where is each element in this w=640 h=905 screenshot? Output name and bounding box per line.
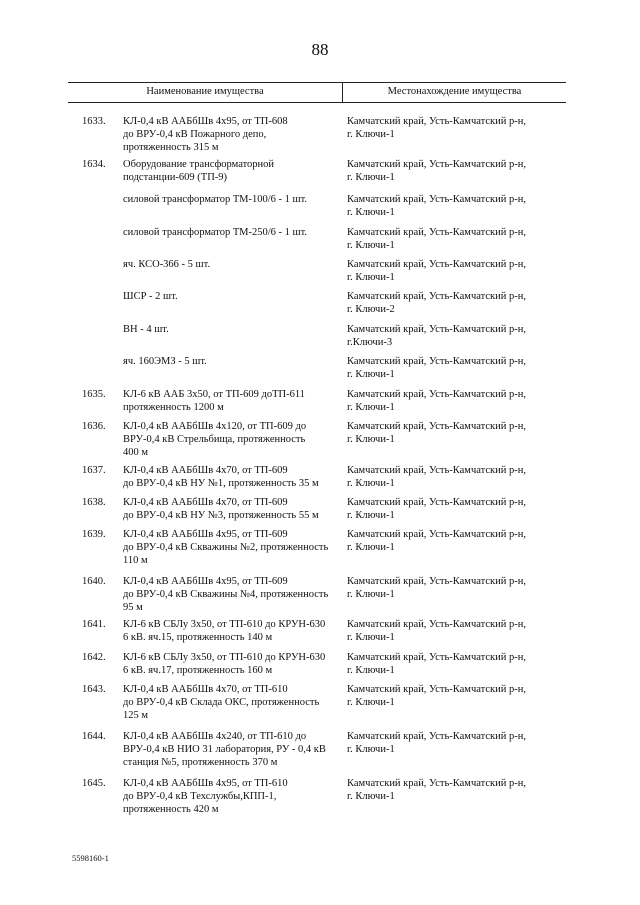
entry-description-line: КЛ-0,4 кВ ААБбШв 4х120, от ТП-609 до (123, 421, 307, 432)
entry-number: 1636. (82, 421, 106, 432)
entry-location-line: г. Ключи-1 (347, 510, 395, 521)
entry-description (123, 355, 343, 368)
entry-location-line: г. Ключи-1 (347, 172, 395, 183)
entry-location-line: г. Ключи-1 (347, 589, 395, 600)
entry-description-line: ВРУ-0,4 кВ НИО 31 лаборатория, РУ - 0,4 кВ (123, 744, 326, 755)
entry-location (347, 777, 569, 803)
entry-location-line: Камчатский край, Усть-Камчатский р-н, (347, 159, 526, 170)
entry-location-line: г. Ключи-1 (347, 697, 395, 708)
entry-location (347, 464, 569, 490)
entry-description-line: КЛ-6 кВ ААБ 3х50, от ТП-609 доТП-611 (123, 389, 305, 400)
entry-description-line: 110 м (123, 555, 148, 566)
entry-location (347, 618, 569, 644)
entry-location-line: Камчатский край, Усть-Камчатский р-н, (347, 465, 526, 476)
entry-number: 1637. (82, 465, 106, 476)
entry-description-line: протяженность 315 м (123, 142, 219, 153)
entry-location-line: г. Ключи-1 (347, 542, 395, 553)
entry-location-line: г. Ключи-1 (347, 207, 395, 218)
entry-location-line: Камчатский край, Усть-Камчатский р-н, (347, 116, 526, 127)
table-header-top-rule (68, 82, 566, 83)
entry-location-line: г. Ключи-2 (347, 304, 395, 315)
entry-location-line: г.Ключи-3 (347, 337, 393, 348)
entry-location (347, 258, 569, 284)
entry-number: 1639. (82, 529, 106, 540)
entry-description-line: 95 м (123, 602, 143, 613)
entry-location (347, 496, 569, 522)
entry-number: 1643. (82, 684, 106, 695)
entry-location-line: Камчатский край, Усть-Камчатский р-н, (347, 227, 526, 238)
entry-location-line: г. Ключи-1 (347, 665, 395, 676)
entry-location (347, 420, 569, 446)
entry-description (123, 618, 343, 644)
entry-location (347, 528, 569, 554)
entry-description-line: КЛ-6 кВ СБЛу 3х50, от ТП-610 до КРУН-630 (123, 619, 326, 630)
entry-description-line: КЛ-0,4 кВ ААБбШв 4х70, от ТП-609 (123, 497, 288, 508)
entry-description (123, 575, 343, 614)
entry-number: 1645. (82, 778, 106, 789)
entry-description (123, 683, 343, 722)
entry-location (347, 323, 569, 349)
entry-description-line: силовой трансформатор ТМ-100/6 - 1 шт. (123, 194, 308, 205)
entry-location-line: Камчатский край, Усть-Камчатский р-н, (347, 356, 526, 367)
entry-location-line: Камчатский край, Усть-Камчатский р-н, (347, 529, 526, 540)
table-header-bottom-rule (68, 102, 566, 103)
entry-description-line: ВРУ-0,4 кВ Стрельбища, протяженность (123, 434, 306, 445)
entry-location (347, 355, 569, 381)
entry-location-line: г. Ключи-1 (347, 129, 395, 140)
entry-number: 1644. (82, 731, 106, 742)
entry-location-line: г. Ключи-1 (347, 434, 395, 445)
entry-location-line: Камчатский край, Усть-Камчатский р-н, (347, 324, 526, 335)
entry-description-line: силовой трансформатор ТМ-250/6 - 1 шт. (123, 227, 308, 238)
entry-description (123, 115, 343, 154)
entry-location-line: Камчатский край, Усть-Камчатский р-н, (347, 259, 526, 270)
entry-location-line: Камчатский край, Усть-Камчатский р-н, (347, 652, 526, 663)
entry-description-line: КЛ-0,4 кВ ААБбШв 4х95, от ТП-610 (123, 778, 288, 789)
entry-location (347, 193, 569, 219)
entry-location (347, 730, 569, 756)
entry-description (123, 388, 343, 414)
entry-number: 1635. (82, 389, 106, 400)
entry-description-line: до ВРУ-0,4 кВ Скважины №2, протяженность (123, 542, 329, 553)
document-code: 5598160-1 (72, 853, 109, 863)
entry-description-line: КЛ-0,4 кВ ААБбШв 4х95, от ТП-608 (123, 116, 288, 127)
entry-description (123, 290, 343, 303)
entry-location-line: г. Ключи-1 (347, 744, 395, 755)
entry-location-line: Камчатский край, Усть-Камчатский р-н, (347, 731, 526, 742)
entry-location (347, 226, 569, 252)
entry-description-line: до ВРУ-0,4 кВ НУ №3, протяженность 55 м (123, 510, 319, 521)
entry-location-line: Камчатский край, Усть-Камчатский р-н, (347, 497, 526, 508)
entry-description (123, 420, 343, 459)
entry-description-line: до ВРУ-0,4 кВ Скважины №4, протяженность (123, 589, 329, 600)
entry-number: 1642. (82, 652, 106, 663)
entry-description-line: 125 м (123, 710, 149, 721)
entry-location-line: г. Ключи-1 (347, 272, 395, 283)
entry-description (123, 777, 343, 816)
entry-description-line: протяженность 420 м (123, 804, 219, 815)
entry-number: 1633. (82, 116, 106, 127)
entry-location-line: Камчатский край, Усть-Камчатский р-н, (347, 421, 526, 432)
entry-description (123, 258, 343, 271)
entry-location-line: г. Ключи-1 (347, 791, 395, 802)
entry-location (347, 651, 569, 677)
entry-location (347, 683, 569, 709)
entry-location-line: Камчатский край, Усть-Камчатский р-н, (347, 389, 526, 400)
header-location-column: Местонахождение имущества (387, 86, 522, 97)
entry-number: 1638. (82, 497, 106, 508)
entry-description-line: яч. КСО-366 - 5 шт. (123, 259, 211, 270)
entry-location (347, 575, 569, 601)
entry-description-line: КЛ-0,4 кВ ААБбШв 4х240, от ТП-610 до (123, 731, 307, 742)
entry-description (123, 496, 343, 522)
entry-location (347, 115, 569, 141)
entry-location-line: Камчатский край, Усть-Камчатский р-н, (347, 291, 526, 302)
entry-description (123, 730, 343, 769)
entry-location-line: г. Ключи-1 (347, 402, 395, 413)
entry-description (123, 651, 343, 677)
entry-location (347, 158, 569, 184)
entry-description-line: 6 кВ. яч.17, протяженность 160 м (123, 665, 273, 676)
header-name-column: Наименование имущества (146, 86, 264, 97)
entry-description-line: протяженность 1200 м (123, 402, 224, 413)
entry-description-line: до ВРУ-0,4 кВ Пожарного депо, (123, 129, 267, 140)
entry-location-line: г. Ключи-1 (347, 240, 395, 251)
entry-description-line: 400 м (123, 447, 149, 458)
entry-location-line: Камчатский край, Усть-Камчатский р-н, (347, 194, 526, 205)
entry-description-line: ШСР - 2 шт. (123, 291, 178, 302)
entry-description (123, 226, 343, 239)
entry-description-line: до ВРУ-0,4 кВ Склада ОКС, протяженность (123, 697, 320, 708)
entry-location-line: Камчатский край, Усть-Камчатский р-н, (347, 684, 526, 695)
entry-description-line: КЛ-0,4 кВ ААБбШв 4х70, от ТП-609 (123, 465, 288, 476)
entry-location (347, 388, 569, 414)
entry-description-line: ВН - 4 шт. (123, 324, 169, 335)
entry-description-line: яч. 160ЭМЗ - 5 шт. (123, 356, 207, 367)
entry-description-line: до ВРУ-0,4 кВ Техслужбы,КПП-1, (123, 791, 277, 802)
entry-location-line: г. Ключи-1 (347, 632, 395, 643)
entry-description-line: станция №5, протяженность 370 м (123, 757, 278, 768)
entry-description-line: 6 кВ. яч.15, протяженность 140 м (123, 632, 273, 643)
entry-location-line: Камчатский край, Усть-Камчатский р-н, (347, 619, 526, 630)
entry-description (123, 323, 343, 336)
entry-description (123, 464, 343, 490)
entry-description-line: КЛ-0,4 кВ ААБбШв 4х95, от ТП-609 (123, 576, 288, 587)
entry-location-line: Камчатский край, Усть-Камчатский р-н, (347, 576, 526, 587)
entry-description (123, 158, 343, 184)
entry-location-line: Камчатский край, Усть-Камчатский р-н, (347, 778, 526, 789)
entry-description-line: КЛ-0,4 кВ ААБбШв 4х95, от ТП-609 (123, 529, 288, 540)
entry-location-line: г. Ключи-1 (347, 478, 395, 489)
entry-description-line: КЛ-0,4 кВ ААБбШв 4х70, от ТП-610 (123, 684, 288, 695)
entry-description-line: КЛ-6 кВ СБЛу 3х50, от ТП-610 до КРУН-630 (123, 652, 326, 663)
entry-number: 1634. (82, 159, 106, 170)
entry-location (347, 290, 569, 316)
entry-description (123, 528, 343, 567)
page-number: 88 (311, 40, 329, 59)
entry-description (123, 193, 343, 206)
entry-number: 1640. (82, 576, 106, 587)
entry-description-line: до ВРУ-0,4 кВ НУ №1, протяженность 35 м (123, 478, 319, 489)
entry-number: 1641. (82, 619, 106, 630)
entry-description-line: Оборудование трансформаторной (123, 159, 275, 170)
entry-description-line: подстанции-609 (ТП-9) (123, 172, 228, 183)
entry-location-line: г. Ключи-1 (347, 369, 395, 380)
